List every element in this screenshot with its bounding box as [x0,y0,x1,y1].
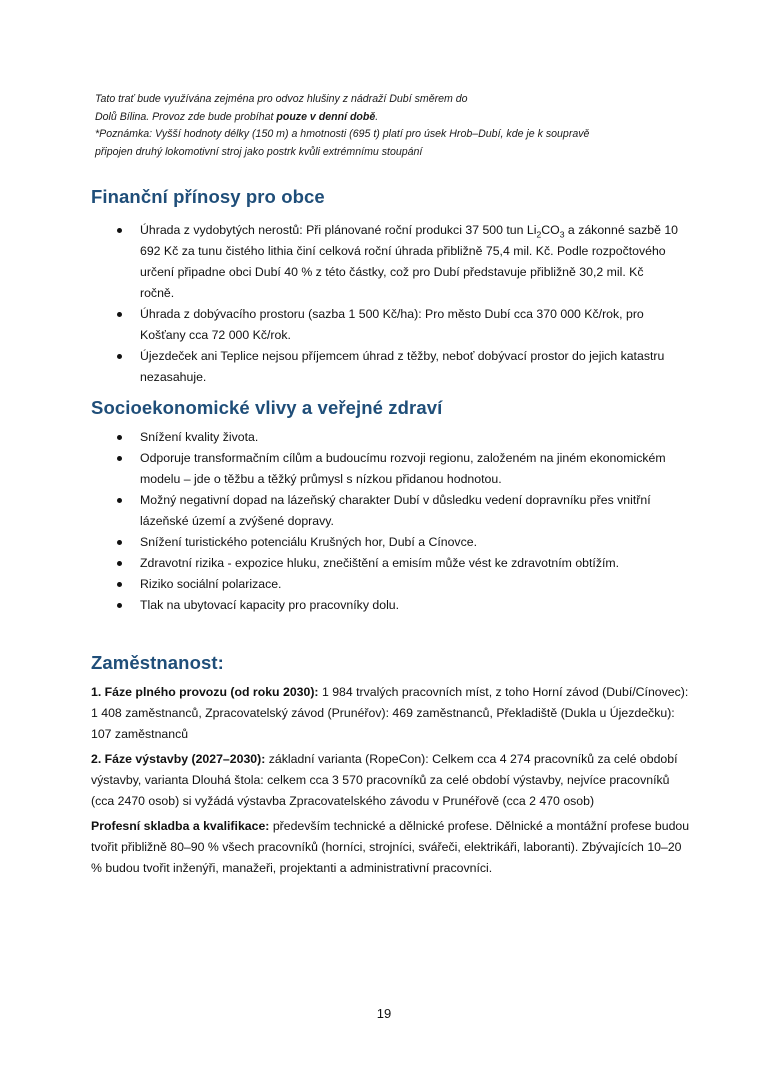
paragraph-lead: 2. Fáze výstavby (2027–2030): [91,752,266,766]
list-item [0,448,680,490]
bullet-icon [117,540,122,545]
item-text: Odporuje transformačním cílům a budoucímu rozvoji regionu, založeném na jiném ekonomickém modelu – jde o těžbu a těžký průmysl s nízkou přidanou hodnotou. [140,451,666,486]
socio-list [0,427,680,616]
bullet-icon [117,456,122,461]
subscript: 2 [536,229,542,240]
item-text: Snížení turistického potenciálu Krušných hor, Dubí a Cínovce. [140,535,477,549]
bullet-icon [117,435,122,440]
note-bold: pouze v denní době [276,110,376,123]
section-heading-zamestnanost: Zaměstnanost: [91,652,224,673]
paragraph-lead: 1. Fáze plného provozu (od roku 2030): [91,685,319,699]
note-line: Tato trať bude využívána zejména pro odvoz hlušiny z nádraží Dubí směrem do [95,93,468,105]
note-line: připojen druhý lokomotivní stroj jako postrk kvůli extrémnímu stoupání [95,145,423,158]
paragraph-profesni-skladba [91,816,691,879]
bullet-icon [117,228,122,233]
paragraph-faze-provozu [91,682,691,745]
financni-list [0,220,680,388]
item-text: Úhrada z vydobytých nerostů: Při plánované roční produkci 37 500 tun Li [140,223,537,237]
paragraph-text: především technické a dělnické profese. Dělnické a montážní profese budou tvořit přibližně 80–90 % všech pracovníků (horníci, strojníci, svářeči, elektrikáři, laboranti). Zbývajících 10–20 % budou tvořit inženýři, manažeři, projektanti a administrativní pracovníci. [91,819,690,875]
paragraph-faze-vystavby [91,749,691,812]
bullet-icon [117,354,122,359]
item-text: Tlak na ubytovací kapacity pro pracovníky dolu. [140,598,400,612]
note-text: Dolů Bílina. Provoz zde bude probíhat [95,110,277,123]
italic-note [95,91,685,161]
item-text: Újezdeček ani Teplice nejsou příjemcem úhrad z těžby, neboť dobývací prostor do jejich katastru nezasahuje. [140,349,665,384]
paragraph-text: 1 984 trvalých pracovních míst, z toho Horní závod (Dubí/Cínovec): 1 408 zaměstnanců, Zpracovatelský závod (Prunéřov): 469 zaměstnanců, Překladiště (Dukla u Újezdečku): 107 zaměstnanců [91,685,689,741]
item-text: Možný negativní dopad na lázeňský charakter Dubí v důsledku vedení dopravníku přes vnitřní lázeňské území a zvýšené dopravy. [140,493,651,528]
list-item [0,490,680,532]
list-item [0,427,680,448]
note-text: . [375,110,379,123]
note-line [95,109,685,127]
list-item [0,574,680,595]
bullet-icon [117,312,122,317]
bullet-icon [117,498,122,503]
item-text: Snížení kvality života. [140,430,259,444]
item-text: Zdravotní rizika - expozice hluku, znečištění a emisím může vést ke zdravotním obtížím. [140,556,620,570]
item-text: Úhrada z dobývacího prostoru (sazba 1 500 Kč/ha): Pro město Dubí cca 370 000 Kč/rok, pro Košťany cca 72 000 Kč/rok. [140,307,644,342]
item-text: Riziko sociální polarizace. [140,577,282,591]
list-item [0,595,680,616]
item-text: a zákonné sazbě 10 692 Kč za tunu čistého lithia činí celková roční úhrada přibližně 75,4 mil. Kč. Podle rozpočtového určení připadne obci Dubí 40 % z této částky, což pro Dubí představuje přibližně 30,2 mil. Kč ročně. [140,223,679,300]
paragraph-text: základní varianta (RopeCon): Celkem cca 4 274 pracovníků za celé období výstavby, varianta Dlouhá štola: celkem cca 3 570 pracovníků za celé období výstavby, nejvíce pracovníků (cca 2470 osob) si vyžádá výstavba Zpracovatelského závodu v Prunéřově (cca 2 470 osob) [91,752,678,808]
list-item [0,346,680,388]
paragraph-lead: Profesní skladba a kvalifikace: [91,819,270,833]
section-heading-socio: Socioekonomické vlivy a veřejné zdraví [91,397,443,418]
bullet-icon [117,561,122,566]
section-heading-financni: Finanční přínosy pro obce [91,186,325,207]
note-line: *Poznámka: Vyšší hodnoty délky (150 m) a hmotnosti (695 t) platí pro úsek Hrob–Dubí, kde je k soupravě [95,128,590,140]
list-item [0,553,680,574]
bullet-icon [117,603,122,608]
list-item [0,532,680,553]
page-number: 19 [376,1006,392,1021]
item-text: CO [541,223,560,237]
list-item [0,304,680,346]
bullet-icon [117,582,122,587]
list-item [0,220,680,304]
subscript: 3 [559,229,565,240]
